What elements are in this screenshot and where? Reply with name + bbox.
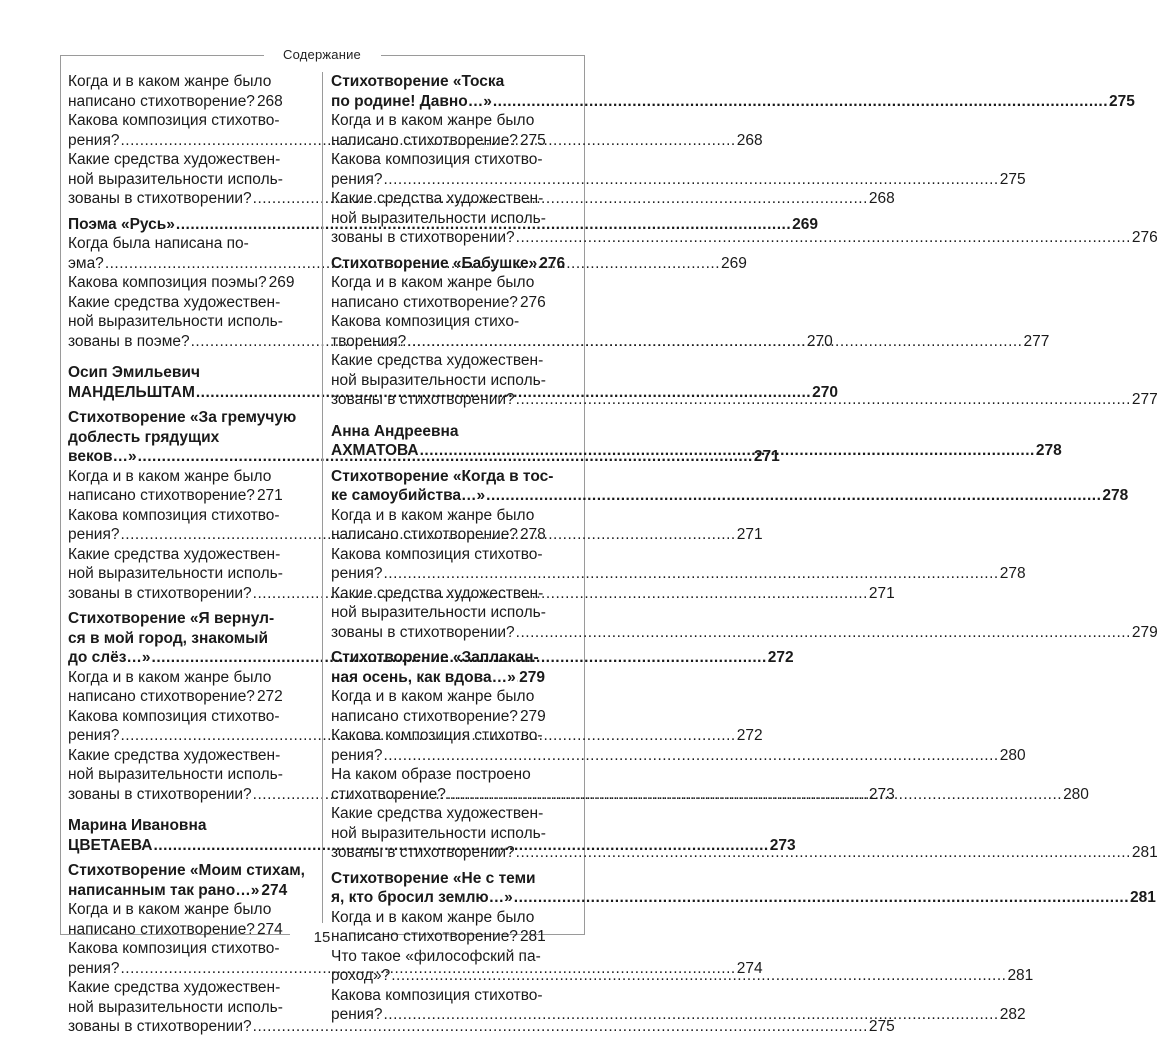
toc-line-text: рения? xyxy=(331,170,383,188)
toc-line-text: рения? xyxy=(68,959,120,977)
toc-line-text: рения? xyxy=(68,526,120,543)
toc-line xyxy=(68,609,282,629)
toc-page-number: 278 xyxy=(1035,442,1062,459)
toc-line-text: ной выразительности исполь- xyxy=(68,998,283,1016)
toc-line xyxy=(331,273,545,293)
toc-leader-dots xyxy=(516,390,1131,410)
toc-line xyxy=(68,150,282,170)
toc-page-number: 268 xyxy=(736,131,763,149)
toc-line-text: Что такое «философский па- xyxy=(331,947,541,965)
toc-line-text: Какова композиция стихо- xyxy=(331,313,520,330)
toc-leader-dots xyxy=(516,843,1131,863)
toc-page-number: 275 xyxy=(1109,92,1135,110)
toc-line-text: Когда и в каком жанре было xyxy=(68,901,272,918)
toc-spacer xyxy=(331,410,545,422)
toc-line xyxy=(68,111,282,131)
toc-leader-dots xyxy=(516,623,1131,643)
toc-line xyxy=(331,150,545,170)
toc-page-number: 277 xyxy=(1131,391,1158,408)
toc-line-text: по родине! Давно…» xyxy=(331,92,492,110)
toc-line-text: Какие средства художествен- xyxy=(331,805,544,822)
toc-line-text: Какова композиция стихотво- xyxy=(68,506,280,524)
toc-line-text: написано стихотворение? xyxy=(331,707,518,725)
toc-line-text: ной выразительности исполь- xyxy=(68,766,283,783)
toc-line-text: Когда и в каком жанре было xyxy=(68,73,272,90)
toc-line xyxy=(331,506,545,526)
toc-line-text: Когда и в каком жанре было xyxy=(331,908,535,926)
toc-line-text: Осип Эмильевич xyxy=(68,364,200,381)
toc-line xyxy=(68,978,282,998)
toc-page-number: 270 xyxy=(812,383,838,401)
toc-page-number: 273 xyxy=(769,836,796,854)
toc-line-text: На каком образе построено xyxy=(331,766,531,783)
column-divider xyxy=(322,72,323,923)
toc-line xyxy=(331,467,554,487)
toc-line xyxy=(331,254,566,274)
toc-line-text: веков…» xyxy=(68,448,137,465)
toc-line xyxy=(68,629,282,649)
toc-line xyxy=(331,986,545,1006)
toc-leader-dots xyxy=(383,1005,998,1025)
toc-line xyxy=(68,363,282,383)
toc-line xyxy=(331,824,545,844)
toc-line-text: Какие средства художествен- xyxy=(331,584,544,602)
toc-line-text: написано стихотворение? xyxy=(331,928,518,945)
toc-page-number: 281 xyxy=(519,928,546,945)
toc-line-text: ся в мой город, знакомый xyxy=(68,629,269,647)
toc-leader-dots xyxy=(383,746,998,766)
toc-page-number: 276 xyxy=(519,293,546,311)
toc-line xyxy=(331,908,545,928)
toc-line-text: написано стихотворение? xyxy=(68,688,255,705)
toc-line-text: Стихотворение «За гремучую xyxy=(68,409,297,426)
toc-page-number: 276 xyxy=(1131,229,1158,246)
toc-line-text: Какова композиция стихотво- xyxy=(68,707,280,725)
toc-line-text: ной выразительности исполь- xyxy=(331,371,546,389)
toc-line-text: эма? xyxy=(68,254,104,272)
toc-line-text: ке самоубийства…» xyxy=(331,487,486,504)
toc-line-text: ной выразительности исполь- xyxy=(331,824,546,842)
toc-line xyxy=(331,668,545,688)
toc-page-number: 278 xyxy=(1102,487,1129,504)
toc-line xyxy=(331,228,1158,248)
toc-line-text: Какие средства художествен- xyxy=(68,151,281,168)
toc-page-number: 271 xyxy=(736,526,763,543)
toc-line-text: до слёз…» xyxy=(68,649,151,666)
toc-line-text: Когда и в каком жанре было xyxy=(68,467,272,485)
toc-line-text: Какие средства художествен- xyxy=(331,352,544,369)
toc-line-text: Стихотворение «Когда в тос- xyxy=(331,467,554,485)
toc-line xyxy=(331,726,545,746)
toc-line-text: зованы в стихотворении? xyxy=(331,623,515,641)
toc-line-text: Стихотворение «Тоска xyxy=(331,73,505,90)
toc-line xyxy=(331,687,545,707)
toc-line-text: МАНДЕЛЬШТАМ xyxy=(68,383,195,401)
toc-page-number: 279 xyxy=(519,668,545,686)
toc-line xyxy=(68,234,282,254)
toc-line-text: Какова композиция стихотво- xyxy=(331,727,543,744)
toc-line-text: зованы в стихотворении? xyxy=(331,229,515,246)
toc-line xyxy=(331,351,545,371)
toc-line xyxy=(331,293,545,313)
toc-leader-dots xyxy=(516,228,1131,248)
toc-page-number: 279 xyxy=(519,707,546,725)
toc-line xyxy=(68,881,288,901)
toc-page-number: 278 xyxy=(999,565,1026,582)
toc-line xyxy=(68,467,282,487)
toc-line-text: Какова композиция стихотво- xyxy=(331,545,543,563)
toc-line xyxy=(68,900,282,920)
toc-page-number: 275 xyxy=(519,131,546,149)
toc-line xyxy=(331,623,1158,643)
toc-page-number: 270 xyxy=(806,332,833,350)
toc-line xyxy=(331,312,545,332)
toc-line xyxy=(331,525,545,545)
toc-leader-dots xyxy=(420,441,1035,461)
toc-line xyxy=(331,209,545,229)
toc-line xyxy=(68,564,282,584)
toc-leader-dots xyxy=(517,668,518,688)
toc-page-number: 271 xyxy=(868,584,895,602)
toc-line xyxy=(331,648,545,668)
toc-line xyxy=(331,1005,1026,1025)
toc-line xyxy=(68,668,282,688)
toc-page-number: 272 xyxy=(256,688,283,705)
toc-line xyxy=(68,998,282,1018)
toc-line xyxy=(68,408,297,428)
toc-line xyxy=(331,888,1156,908)
toc-line-text: ной выразительности исполь- xyxy=(331,209,546,227)
toc-line xyxy=(68,486,282,506)
toc-line xyxy=(68,92,282,112)
toc-line-text: написано стихотворение? xyxy=(68,92,255,110)
toc-line-text: ной выразительности исполь- xyxy=(68,565,283,582)
toc-leader-dots xyxy=(407,332,1022,352)
toc-line xyxy=(331,765,545,785)
toc-line-text: Когда и в каком жанре было xyxy=(68,668,272,686)
toc-line-text: роход»? xyxy=(331,967,391,984)
toc-page-number: 269 xyxy=(721,254,747,272)
toc-line-text: Какие средства художествен- xyxy=(68,293,281,311)
toc-line-text: написано стихотворение? xyxy=(331,293,518,311)
toc-page-number: 281 xyxy=(1131,844,1158,861)
toc-line xyxy=(68,72,282,92)
toc-spacer xyxy=(68,351,282,363)
toc-page-number: 276 xyxy=(539,254,566,272)
toc-line xyxy=(68,545,282,565)
toc-line-text: ЦВЕТАЕВА xyxy=(68,836,153,854)
toc-line xyxy=(331,545,545,565)
toc-line xyxy=(331,869,545,889)
toc-page-number: 275 xyxy=(868,1018,895,1035)
toc-line-text: я, кто бросил землю…» xyxy=(331,889,513,906)
toc-page-number: 268 xyxy=(868,190,895,207)
toc-line xyxy=(68,746,282,766)
toc-line-text: зованы в стихотворении? xyxy=(331,391,515,408)
toc-leader-dots xyxy=(391,966,1006,986)
toc-line xyxy=(331,486,1129,506)
toc-page-number: 274 xyxy=(261,881,288,899)
toc-page-number: 282 xyxy=(999,1006,1026,1023)
toc-line xyxy=(68,687,282,707)
toc-line-text: рения? xyxy=(331,746,383,764)
toc-page-number: 277 xyxy=(1023,332,1050,350)
toc-leader-dots xyxy=(447,785,1062,805)
toc-line-text: Когда и в каком жанре было xyxy=(331,112,535,129)
toc-line xyxy=(331,131,545,151)
toc-leader-dots xyxy=(383,564,998,584)
toc-page-number: 281 xyxy=(1130,889,1156,906)
toc-line-text: Какова композиция поэмы? xyxy=(68,274,267,291)
toc-page-number: 275 xyxy=(999,170,1026,188)
toc-line-text: зованы в стихотворении? xyxy=(68,785,252,803)
toc-leader-dots xyxy=(383,170,998,190)
frame-left xyxy=(60,55,61,935)
toc-page-number: 274 xyxy=(736,959,763,977)
toc-page-number: 274 xyxy=(256,920,283,938)
toc-line-text: рения? xyxy=(68,131,120,149)
toc-line xyxy=(331,603,545,623)
toc-page-number: 268 xyxy=(256,92,283,110)
toc-line xyxy=(68,428,282,448)
toc-line xyxy=(68,506,282,526)
toc-line-text: рения? xyxy=(68,727,120,744)
toc-line-text: Марина Ивановна xyxy=(68,817,207,834)
toc-leader-dots xyxy=(493,92,1108,112)
toc-line-text: написанным так рано…» xyxy=(68,881,260,899)
toc-line-text: зованы в стихотворении? xyxy=(68,584,252,602)
toc-line-text: Какова композиция стихотво- xyxy=(331,151,543,168)
toc-line-text: ной выразительности исполь- xyxy=(68,313,283,330)
toc-line xyxy=(331,170,1026,190)
toc-line-text: Когда и в каком жанре было xyxy=(331,506,535,524)
toc-line-text: зованы в стихотворении? xyxy=(68,1018,252,1035)
toc-line-text: Стихотворение «Я вернул- xyxy=(68,610,275,627)
toc-line-text: Анна Андреевна xyxy=(331,422,459,440)
page-header: Содержание xyxy=(283,47,361,62)
toc-page-number: 273 xyxy=(868,785,895,803)
toc-page-number: 269 xyxy=(268,274,295,291)
toc-spacer xyxy=(68,804,282,816)
toc-line xyxy=(331,72,545,92)
toc-line xyxy=(331,189,545,209)
toc-line-text: Стихотворение «Не с теми xyxy=(331,869,536,887)
toc-line-text: Когда была написана по- xyxy=(68,235,249,252)
toc-line xyxy=(68,312,282,332)
toc-leader-dots xyxy=(514,888,1129,908)
toc-page-number: 271 xyxy=(256,487,283,504)
toc-line xyxy=(331,584,545,604)
toc-page-number: 281 xyxy=(1007,967,1034,984)
toc-line xyxy=(68,861,305,881)
toc-line-text: доблесть грядущих xyxy=(68,428,220,446)
page-number: 15 xyxy=(313,929,331,946)
toc-line-text: Какова композиция стихотво- xyxy=(331,986,543,1004)
toc-line-text: Какие средства художествен- xyxy=(68,979,281,996)
toc-line-text: Какие средства художествен- xyxy=(331,190,544,207)
toc-line-text: рения? xyxy=(331,565,383,582)
toc-line-text: Какова композиция стихотво- xyxy=(68,112,280,129)
toc-line-text: рения? xyxy=(331,1006,383,1023)
toc-line xyxy=(68,765,282,785)
toc-line xyxy=(68,1017,895,1037)
toc-line-text: написано стихотворение? xyxy=(331,526,518,543)
toc-page-number: 272 xyxy=(767,649,794,666)
toc-line-text: написано стихотворение? xyxy=(68,920,255,938)
toc-line-text: ной выразительности исполь- xyxy=(68,170,283,188)
toc-line xyxy=(68,170,282,190)
toc-line-text: ной выразительности исполь- xyxy=(331,604,546,621)
toc-page-number: 280 xyxy=(1063,785,1089,803)
toc-line-text: Стихотворение «Бабушке» xyxy=(331,254,538,272)
toc-line xyxy=(331,92,1135,112)
toc-line-text: зованы в стихотворении? xyxy=(68,190,252,207)
toc-line xyxy=(331,947,545,967)
toc-line-text: зованы в поэме? xyxy=(68,332,190,350)
toc-line-text: Когда и в каком жанре было xyxy=(331,688,535,705)
toc-leader-dots xyxy=(486,486,1101,506)
toc-line xyxy=(331,422,545,442)
toc-line xyxy=(331,371,545,391)
toc-line-text: творения? xyxy=(331,332,407,350)
toc-line xyxy=(331,564,1026,584)
toc-page-number: 278 xyxy=(519,526,546,543)
toc-line-text: Стихотворение «Моим стихам, xyxy=(68,862,305,879)
toc-line xyxy=(68,293,282,313)
toc-line xyxy=(331,111,545,131)
toc-line-text: зованы в стихотворении? xyxy=(331,844,515,861)
toc-line xyxy=(331,746,1026,766)
toc-line-text: Стихотворение «Заплакан- xyxy=(331,649,539,666)
toc-line xyxy=(68,707,282,727)
toc-line-text: АХМАТОВА xyxy=(331,442,419,459)
toc-line-text: Какова композиция стихотво- xyxy=(68,940,280,957)
toc-line-text: Какие средства художествен- xyxy=(68,746,281,764)
toc-line-text: Какие средства художествен- xyxy=(68,545,281,563)
toc-page-number: 271 xyxy=(753,448,780,465)
toc-line xyxy=(68,816,282,836)
toc-line xyxy=(331,707,545,727)
toc-line xyxy=(68,273,295,293)
toc-line-text: Поэма «Русь» xyxy=(68,215,175,233)
toc-line-text: написано стихотворение? xyxy=(68,487,255,504)
toc-page-number: 280 xyxy=(999,746,1026,764)
toc-page-number: 279 xyxy=(1131,623,1158,641)
toc-line-text: стихотворение? xyxy=(331,785,446,803)
toc-line-text: ная осень, как вдова…» xyxy=(331,668,516,686)
toc-line xyxy=(331,804,545,824)
toc-page-number: 272 xyxy=(736,727,763,744)
toc-page-number: 269 xyxy=(792,215,819,233)
toc-line-text: Когда и в каком жанре было xyxy=(331,274,535,291)
toc-line-text: написано стихотворение? xyxy=(331,131,518,149)
